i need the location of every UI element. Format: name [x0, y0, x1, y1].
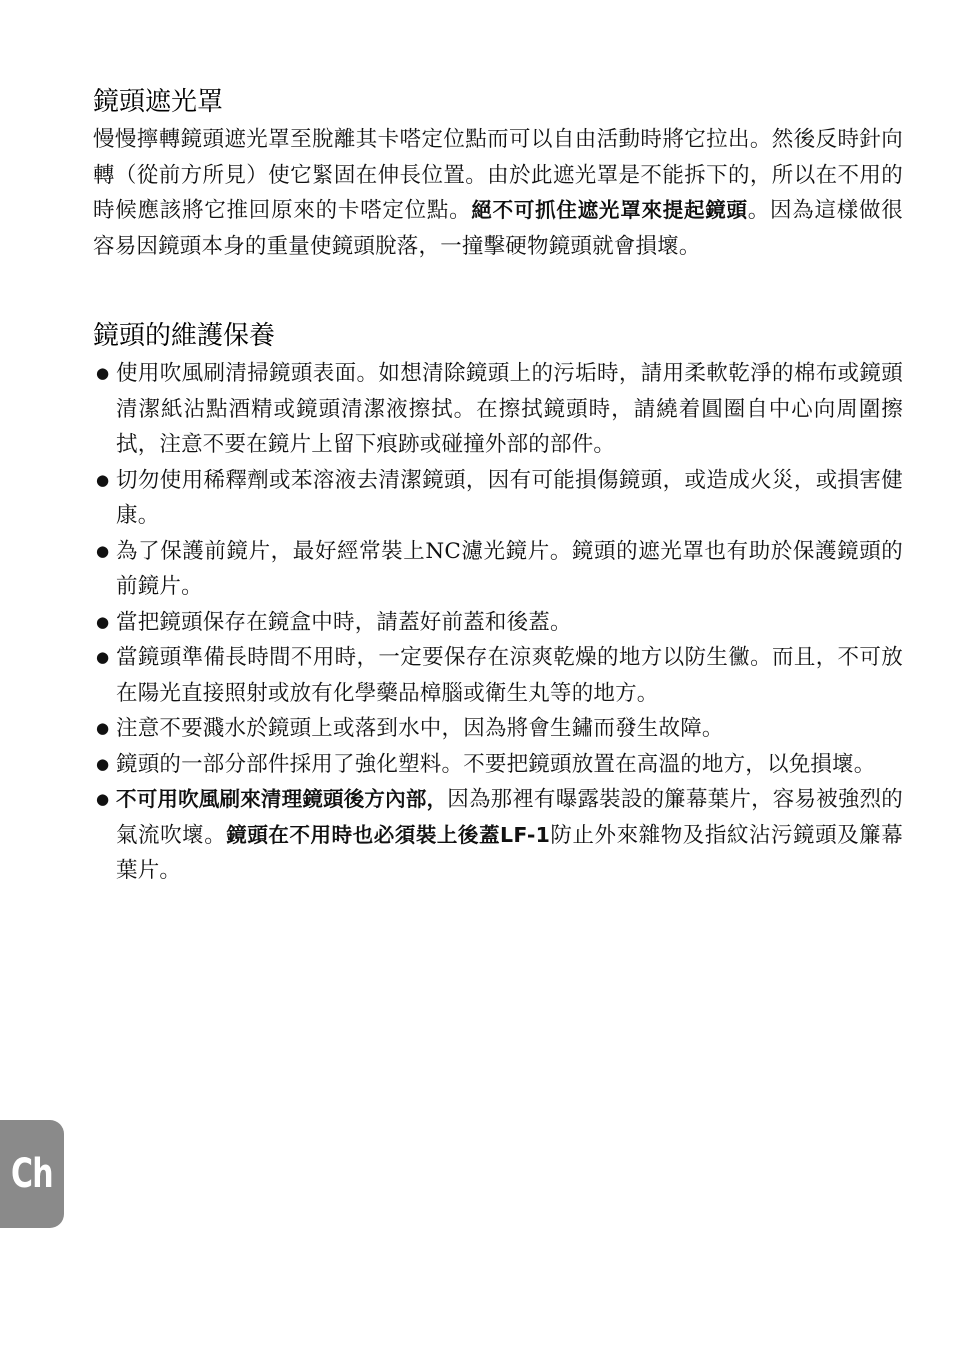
bullet-icon: ● — [96, 612, 110, 631]
lens-hood-text-2: 。因為這樣做很容易因鏡頭本身的重量使鏡頭脫落，一撞擊硬物鏡頭就會損壞。 — [93, 198, 903, 259]
language-tab — [0, 1120, 64, 1228]
list-item-text: 當把鏡頭保存在鏡盒中時，請蓋好前蓋和後蓋。 — [116, 609, 572, 635]
bullet-icon: ● — [96, 541, 110, 560]
list-item-text-1: 因為那裡有曝露裝設的簾幕葉片，容易被強烈的氣流吹壞。 — [116, 787, 904, 848]
list-item — [93, 782, 903, 889]
care-bullet-list — [93, 356, 903, 889]
lens-hood-warning-bold: 絕不可抓住遮光罩來提起鏡頭 — [471, 198, 748, 222]
list-item-bold-2: 鏡頭在不用時也必須裝上後蓋LF-1 — [226, 822, 551, 847]
list-item — [93, 534, 903, 605]
bullet-icon: ● — [96, 754, 110, 773]
lens-hood-paragraph — [93, 122, 903, 264]
list-item-bold-1: 不可用吹風刷來清理鏡頭後方內部， — [116, 787, 448, 811]
bullet-icon: ● — [96, 364, 110, 382]
bullet-icon: ● — [96, 719, 110, 737]
bullet-icon: ● — [96, 790, 110, 808]
list-item-text: 切勿使用稀釋劑或苯溶液去清潔鏡頭，因有可能損傷鏡頭，或造成火災，或損害健康。 — [116, 467, 903, 528]
list-item-text: 注意不要濺水於鏡頭上或落到水中，因為將會生鏽而發生故障。 — [116, 716, 724, 741]
page-content — [93, 82, 903, 889]
list-item-text: 使用吹風刷清掃鏡頭表面。如想清除鏡頭上的污垢時，請用柔軟乾淨的棉布或鏡頭清潔紙沾點酒精或鏡頭清潔液擦拭。在擦拭鏡頭時，請繞着圓圈自中心向周圍擦拭，注意不要在鏡片上留下痕跡或碰撞外部的部件。 — [116, 361, 903, 457]
bullet-icon: ● — [96, 648, 110, 666]
list-item-text-2: 防止外來雜物及指紋沾污鏡頭及簾幕葉片。 — [116, 822, 903, 883]
section-title-lens-hood: 鏡頭遮光罩 — [93, 87, 224, 117]
bullet-icon: ● — [96, 470, 110, 489]
section-title-lens-care: 鏡頭的維護保養 — [93, 321, 276, 351]
list-item-text: 為了保護前鏡片，最好經常裝上NC濾光鏡片。鏡頭的遮光罩也有助於保護鏡頭的前鏡片。 — [116, 538, 903, 599]
section-lens-hood — [93, 82, 903, 264]
list-item-text: 鏡頭的一部分部件採用了強化塑料。不要把鏡頭放置在高溫的地方，以免損壞。 — [116, 751, 876, 777]
list-item — [93, 640, 903, 711]
list-item — [93, 747, 903, 783]
list-item — [93, 463, 903, 534]
list-item — [93, 356, 903, 463]
list-item — [93, 711, 903, 747]
list-item — [93, 605, 903, 641]
section-lens-care — [93, 316, 903, 889]
language-tab-label: Ch — [11, 1151, 53, 1197]
list-item-text: 當鏡頭準備長時間不用時，一定要保存在涼爽乾燥的地方以防生黴。而且，不可放在陽光直接照射或放有化學藥品樟腦或衛生丸等的地方。 — [116, 645, 903, 706]
lens-hood-text-1: 慢慢擰轉鏡頭遮光罩至脫離其卡嗒定位點而可以自由活動時將它拉出。然後反時針向轉（從前方所見）使它緊固在伸長位置。由於此遮光罩是不能拆下的，所以在不用的時候應該將它推回原來的卡嗒定位點。 — [93, 127, 903, 223]
